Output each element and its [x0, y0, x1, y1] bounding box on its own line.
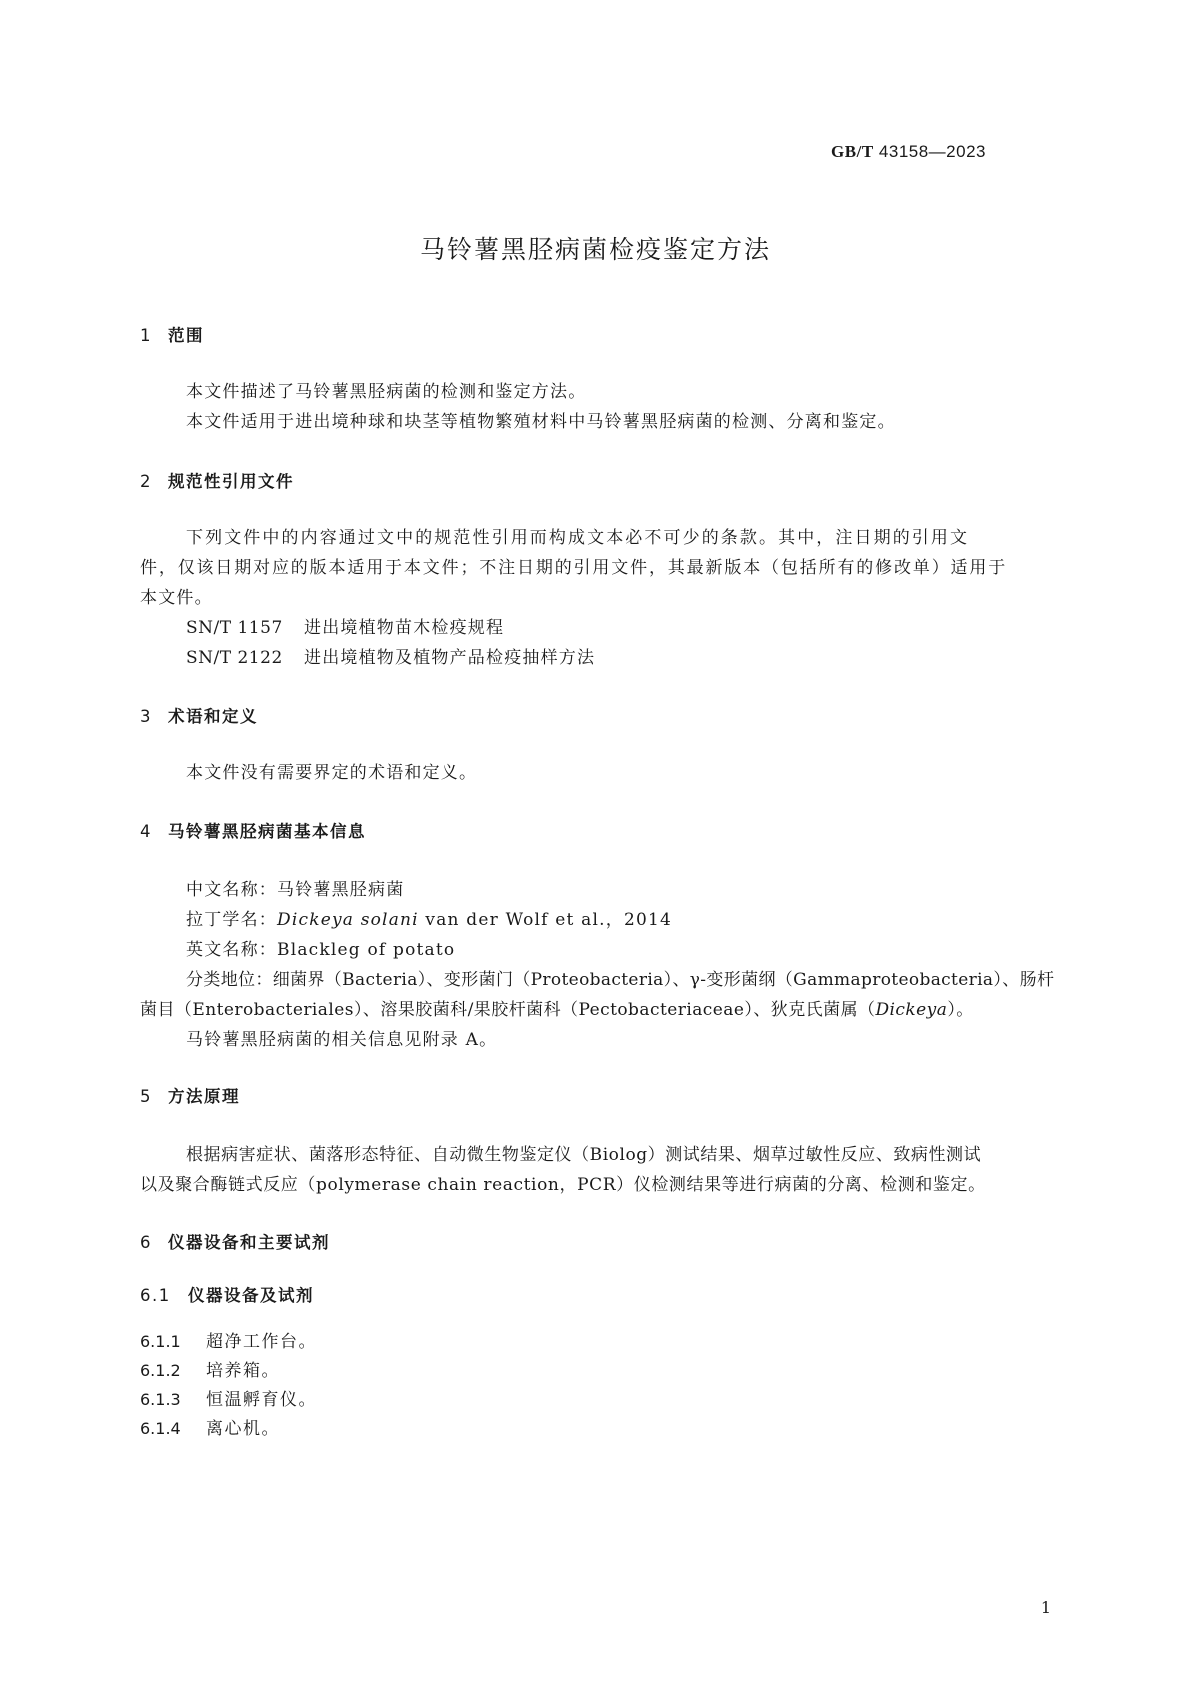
taxonomy-line: 分类地位：细菌界（Bacteria）、变形菌门（Proteobacteria）、γ-变形菌纲（Gammaproteobacteria）、肠杆	[186, 970, 1055, 990]
section-number: 5	[140, 1087, 152, 1106]
taxonomy-text: 菌目（Enterobacteriales）、溶果胶菌科/果胶杆菌科（Pectobacteriaceae）、狄克氏菌属（	[140, 1000, 876, 1020]
section-6-heading	[140, 1229, 330, 1253]
latin-binomial: Dickeya solani	[277, 910, 419, 930]
paragraph-line: 本文件。	[140, 588, 213, 608]
clause-text: 恒温孵育仪。	[206, 1390, 317, 1410]
subsection-6-1-heading	[140, 1282, 314, 1306]
standard-prefix: GB/T	[831, 142, 874, 161]
section-number: 1	[140, 326, 152, 345]
reference-item	[186, 613, 504, 638]
page-number: 1	[1040, 1598, 1051, 1617]
paragraph-line: 下列文件中的内容通过文中的规范性引用而构成文本必不可少的条款。其中，注日期的引用文	[186, 528, 970, 548]
clause-number: 6.1.3	[140, 1390, 181, 1409]
taxonomy-line	[140, 995, 974, 1020]
reference-code: SN/T 1157	[186, 618, 283, 638]
section-title: 仪器设备和主要试剂	[168, 1233, 330, 1252]
clause-item	[140, 1356, 280, 1381]
standard-number	[831, 142, 986, 162]
standard-code: 43158—2023	[878, 142, 986, 161]
clause-item	[140, 1385, 317, 1410]
paragraph: 本文件描述了马铃薯黑胫病菌的检测和鉴定方法。	[186, 382, 587, 402]
subsection-number: 6.1	[140, 1286, 171, 1305]
section-number: 6	[140, 1233, 152, 1252]
section-title: 方法原理	[168, 1087, 240, 1106]
clause-text: 离心机。	[206, 1419, 280, 1439]
section-2-heading	[140, 468, 294, 492]
section-title: 术语和定义	[168, 707, 258, 726]
paragraph: 本文件适用于进出境种球和块茎等植物繁殖材料中马铃薯黑胫病菌的检测、分离和鉴定。	[186, 412, 896, 432]
latin-authority: van der Wolf et al.，2014	[418, 910, 673, 930]
section-title: 马铃薯黑胫病菌基本信息	[168, 822, 366, 841]
latin-name-label: 拉丁学名：	[186, 910, 277, 930]
reference-title: 进出境植物及植物产品检疫抽样方法	[304, 648, 596, 668]
paragraph: 本文件没有需要界定的术语和定义。	[186, 763, 478, 783]
document-title: 马铃薯黑胫病菌检疫鉴定方法	[419, 235, 771, 264]
appendix-reference: 马铃薯黑胫病菌的相关信息见附录 A。	[186, 1030, 498, 1050]
clause-number: 6.1.2	[140, 1361, 181, 1380]
section-number: 4	[140, 822, 152, 841]
clause-item	[140, 1327, 317, 1352]
section-3-heading	[140, 703, 258, 727]
section-1-heading	[140, 322, 204, 346]
clause-text: 超净工作台。	[206, 1332, 317, 1352]
genus-name: Dickeya	[875, 1000, 948, 1020]
chinese-name: 中文名称：马铃薯黑胫病菌	[186, 880, 405, 900]
clause-item	[140, 1414, 280, 1439]
reference-title: 进出境植物苗木检疫规程	[304, 618, 505, 638]
clause-number: 6.1.4	[140, 1419, 181, 1438]
section-number: 3	[140, 707, 152, 726]
clause-text: 培养箱。	[206, 1361, 280, 1381]
section-title: 范围	[168, 326, 204, 345]
paragraph-line: 件，仅该日期对应的版本适用于本文件；不注日期的引用文件，其最新版本（包括所有的修改单）适用于	[140, 558, 1008, 578]
section-5-heading	[140, 1083, 240, 1107]
paragraph-line: 以及聚合酶链式反应（polymerase chain reaction，PCR）仪检测结果等进行病菌的分离、检测和鉴定。	[140, 1175, 986, 1195]
section-title: 规范性引用文件	[168, 472, 294, 491]
section-number: 2	[140, 472, 152, 491]
reference-item	[186, 643, 595, 668]
clause-number: 6.1.1	[140, 1332, 181, 1351]
taxonomy-text: ）。	[947, 1000, 974, 1020]
english-name: 英文名称：Blackleg of potato	[186, 940, 456, 960]
section-4-heading	[140, 818, 366, 842]
reference-code: SN/T 2122	[186, 648, 283, 668]
latin-name	[186, 905, 672, 930]
paragraph-line: 根据病害症状、菌落形态特征、自动微生物鉴定仪（Biolog）测试结果、烟草过敏性反应、致病性测试	[186, 1145, 982, 1165]
subsection-title: 仪器设备及试剂	[188, 1286, 314, 1305]
